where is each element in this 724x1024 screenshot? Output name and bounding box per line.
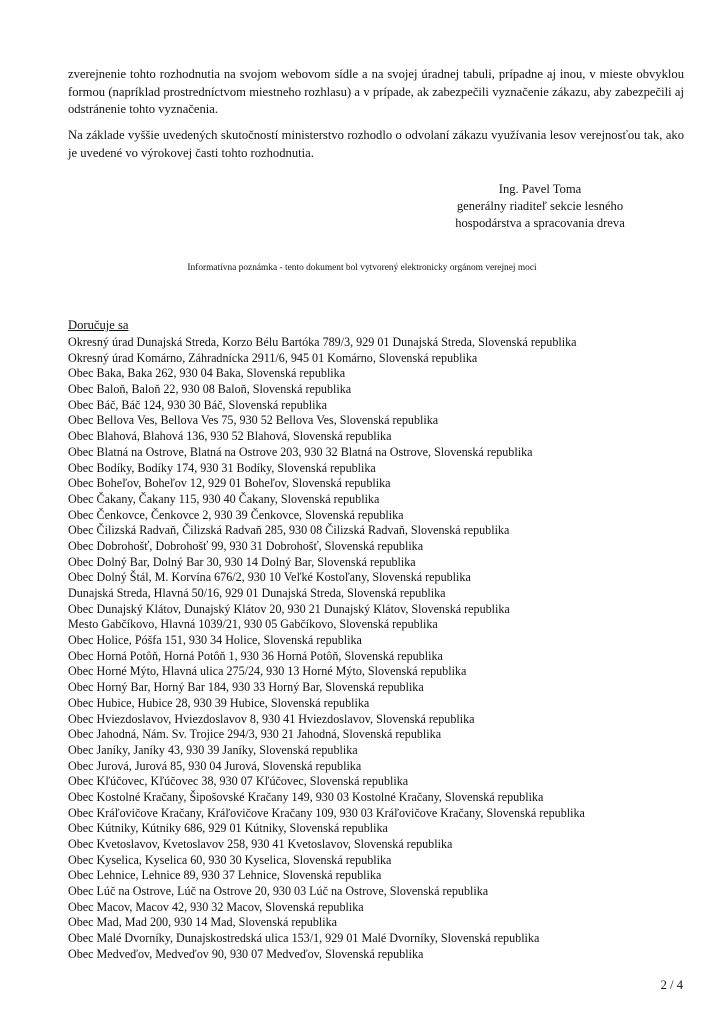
recipient-item: Obec Medveďov, Medveďov 90, 930 07 Medveďov, Slovenská republika [68,946,424,961]
body-paragraph-2: Na základe vyššie uvedených skutočností ministerstvo rozhodlo o odvolaní zákazu využívania lesov verejnosťou tak, ako je uvedené vo výrokovej časti tohto rozhodnutia. [68,128,684,160]
recipient-item: Okresný úrad Dunajská Streda, Korzo Bélu Bartóka 789/3, 929 01 Dunajská Streda, Slovenská republika [68,335,577,349]
recipient-item: Obec Kostolné Kračany, Šipošovské Kračany 149, 930 03 Kostolné Kračany, Slovenská republika [68,789,544,804]
recipient-item: Dunajská Streda, Hlavná 50/16, 929 01 Dunajská Streda, Slovenská republika [68,586,446,600]
signatory-name: Ing. Pavel Toma [498,182,582,196]
recipient-item: Obec Dunajský Klátov, Dunajský Klátov 20, 930 21 Dunajský Klátov, Slovenská republika [68,601,510,616]
recipient-item: Obec Hviezdoslavov, Hviezdoslavov 8, 930 41 Hviezdoslavov, Slovenská republika [68,711,475,726]
recipient-item: Obec Bellova Ves, Bellova Ves 75, 930 52 Bellova Ves, Slovenská republika [68,413,439,428]
body-paragraph-1: zverejnenie tohto rozhodnutia na svojom webovom sídle a na svojej úradnej tabuli, prípadne aj inou, v mieste obvyklou formou (napríklad prostredníctvom miestneho rozhlasu) a v prípade, ak zabezpečili vyznačenie zákazu, aby zabezpečili aj odstránenie tohto vyznačenia. [68,67,684,116]
recipient-item: Obec Kvetoslavov, Kvetoslavov 258, 930 41 Kvetoslavov, Slovenská republika [68,837,453,851]
recipient-item: Obec Horná Potôň, Horná Potôň 1, 930 36 Horná Potôň, Slovenská republika [68,648,443,663]
recipient-item: Obec Čilizská Radvaň, Čilizská Radvaň 285, 930 08 Čilizská Radvaň, Slovenská republika [68,523,510,538]
recipient-item: Obec Holice, Póšfa 151, 930 34 Holice, Slovenská republika [68,633,362,648]
recipient-item: Obec Baka, Baka 262, 930 04 Baka, Slovenská republika [68,366,346,381]
recipient-item: Obec Hubice, Hubice 28, 930 39 Hubice, Slovenská republika [68,695,370,710]
recipients-heading: Doručuje sa [68,318,129,332]
recipient-item: Obec Janíky, Janíky 43, 930 39 Janíky, Slovenská republika [68,742,358,757]
signatory-title [420,198,660,232]
informative-note: Informatívna poznámka - tento dokument bol vytvorený elektronicky orgánom verejnej moci [187,263,537,273]
recipient-item: Obec Kľúčovec, Kľúčovec 38, 930 07 Kľúčovec, Slovenská republika [68,774,409,789]
recipient-item: Okresný úrad Komárno, Záhradnícka 2911/6, 945 01 Komárno, Slovenská republika [68,350,478,365]
recipient-item: Obec Čenkovce, Čenkovce 2, 930 39 Čenkovce, Slovenská republika [68,507,404,522]
recipient-item: Obec Dolný Bar, Dolný Bar 30, 930 14 Dolný Bar, Slovenská republika [68,554,416,569]
recipient-item: Obec Horné Mýto, Hlavná ulica 275/24, 930 13 Horné Mýto, Slovenská republika [68,664,467,679]
recipient-item: Obec Kyselica, Kyselica 60, 930 30 Kyselica, Slovenská republika [68,852,392,867]
recipient-item: Obec Blahová, Blahová 136, 930 52 Blahová, Slovenská republika [68,429,392,444]
recipients-list [68,335,585,963]
recipient-item: Obec Macov, Macov 42, 930 32 Macov, Slovenská republika [68,899,364,914]
recipient-item: Mesto Gabčíkovo, Hlavná 1039/21, 930 05 Gabčíkovo, Slovenská republika [68,617,438,632]
recipient-item: Obec Blatná na Ostrove, Blatná na Ostrove 203, 930 32 Blatná na Ostrove, Slovenská republika [68,444,533,459]
recipient-item: Obec Horný Bar, Horný Bar 184, 930 33 Horný Bar, Slovenská republika [68,680,424,695]
recipient-item: Obec Boheľov, Boheľov 12, 929 01 Boheľov, Slovenská republika [68,476,391,491]
page-number: 2 / 4 [660,978,683,992]
recipient-item: Obec Kútniky, Kútniky 686, 929 01 Kútniky, Slovenská republika [68,821,388,836]
recipient-item: Obec Mad, Mad 200, 930 14 Mad, Slovenská republika [68,915,338,930]
signatory-title-line-2: hospodárstva a spracovania dreva [455,216,625,230]
recipient-item: Obec Lehnice, Lehnice 89, 930 37 Lehnice, Slovenská republika [68,868,382,883]
recipient-item: Obec Jurová, Jurová 85, 930 04 Jurová, Slovenská republika [68,758,362,773]
recipient-item: Obec Dobrohošť, Dobrohošť 99, 930 31 Dobrohošť, Slovenská republika [68,538,424,553]
recipient-item: Obec Malé Dvorníky, Dunajskostredská ulica 153/1, 929 01 Malé Dvorníky, Slovenská republika [68,931,540,946]
recipient-item: Obec Čakany, Čakany 115, 930 40 Čakany, Slovenská republika [68,491,380,506]
recipient-item: Obec Jahodná, Nám. Sv. Trojice 294/3, 930 21 Jahodná, Slovenská republika [68,727,442,742]
recipient-item: Obec Dolný Štál, M. Korvína 676/2, 930 10 Veľké Kostoľany, Slovenská republika [68,570,471,585]
recipient-item: Obec Bodíky, Bodíky 174, 930 31 Bodíky, Slovenská republika [68,460,376,475]
recipient-item: Obec Baloň, Baloň 22, 930 08 Baloň, Slovenská republika [68,382,352,397]
signatory-title-line-1: generálny riaditeľ sekcie lesného [456,199,624,213]
recipient-item: Obec Lúč na Ostrove, Lúč na Ostrove 20, 930 03 Lúč na Ostrove, Slovenská republika [68,884,489,899]
recipient-item: Obec Báč, Báč 124, 930 30 Báč, Slovenská republika [68,397,327,412]
recipient-item: Obec Kráľovičove Kračany, Kráľovičove Kračany 109, 930 03 Kráľovičove Kračany, Slovenská republika [68,805,585,820]
